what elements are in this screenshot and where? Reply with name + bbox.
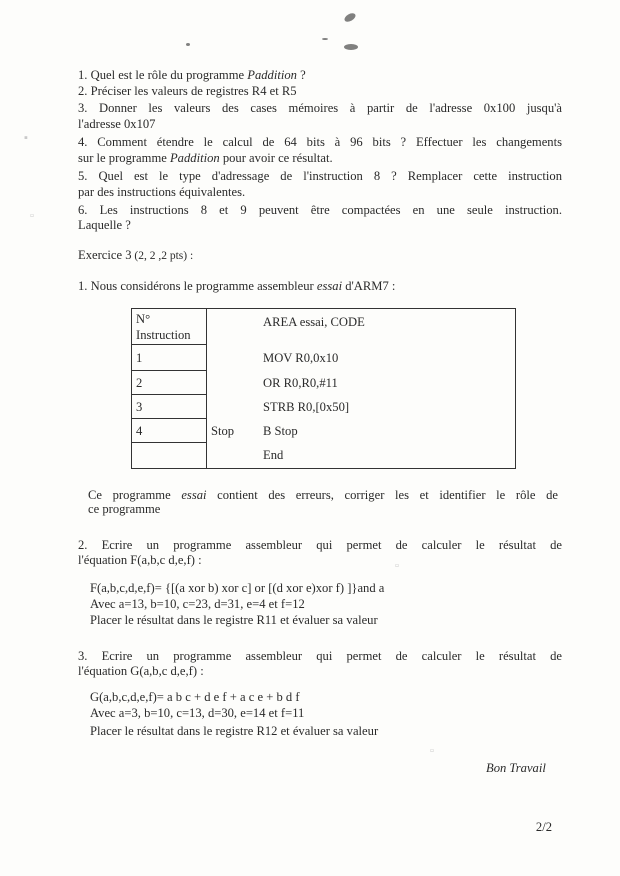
scan-mark-top (343, 11, 357, 23)
exercise-3-q3-line2: l'équation G(a,b,c d,e,f) : (78, 664, 204, 678)
table-row (132, 345, 516, 371)
table-cell-label: Stop (211, 423, 235, 438)
exercise-3-q1-task-line2: ce programme (88, 502, 161, 516)
table-cell-number: 2 (132, 371, 207, 395)
question-6-line1: 6. Les instructions 8 et 9 peuvent être compactées en une seule instruction. (78, 203, 562, 217)
question-6-line2: Laquelle ? (78, 218, 131, 232)
exercise-3-q1-task-line1: Ce programme essai contient des erreurs, corriger les et identifier le rôle de (88, 488, 559, 502)
question-4-line2: sur le programme Paddition pour avoir ce résultat. (78, 151, 333, 165)
table-cell-code: MOV R0,0x10 (263, 350, 339, 365)
question-5-line2: par des instructions équivalentes. (78, 185, 246, 199)
table-header-row (132, 309, 516, 345)
exercise-3-q2-line2: l'équation F(a,b,c d,e,f) : (78, 553, 202, 567)
table-cell-number: 4 (132, 419, 207, 443)
table-header-number: N° Instruction (132, 309, 207, 345)
table-cell-label (207, 371, 260, 395)
question-1: 1. Quel est le rôle du programme Paddition ? (78, 68, 306, 82)
exercise-3-q2-line1: 2. Ecrire un programme assembleur qui permet de calculer le résultat de (78, 538, 562, 552)
table-cell-code: B Stop (263, 423, 298, 438)
table-cell-number: 3 (132, 395, 207, 419)
scan-mark-dash (322, 38, 328, 40)
equation-g-instruction: Placer le résultat dans le registre R12 et évaluer sa valeur (90, 724, 379, 738)
exercise-3-heading: Exercice 3 (2, 2 ,2 pts) : (78, 248, 194, 262)
equation-f-values: Avec a=13, b=10, c=23, d=31, e=4 et f=12 (90, 597, 305, 611)
table-row (132, 443, 516, 469)
exercise-3-q3-line1: 3. Ecrire un programme assembleur qui permet de calculer le résultat de (78, 649, 562, 663)
bleed-through-mark: ▫ (395, 560, 399, 572)
table-row (132, 371, 516, 395)
question-4-line1: 4. Comment étendre le calcul de 64 bits à 96 bits ? Effectuer les changements (78, 135, 562, 149)
table-cell-label (207, 443, 260, 469)
bleed-through-mark: ▪ (24, 132, 28, 144)
question-3-line2: l'adresse 0x107 (78, 117, 156, 131)
scan-mark-dot (186, 43, 190, 46)
equation-g: G(a,b,c,d,e,f)= a b c + d e f + a c e + b d f (90, 690, 300, 704)
scan-mark-right (344, 44, 358, 50)
table-cell-code: STRB R0,[0x50] (263, 399, 350, 414)
equation-g-values: Avec a=3, b=10, c=13, d=30, e=14 et f=11 (90, 706, 305, 720)
table-label-cell (207, 309, 260, 345)
table-row (132, 395, 516, 419)
table-header-code: AREA essai, CODE (263, 315, 365, 329)
table-cell-label (207, 395, 260, 419)
table-cell-number (132, 443, 207, 469)
bleed-through-mark: ▫ (30, 210, 34, 222)
question-5-line1: 5. Quel est le type d'adressage de l'instruction 8 ? Remplacer cette instruction (78, 169, 562, 183)
equation-f: F(a,b,c,d,e,f)= {[(a xor b) xor c] or [(d xor e)xor f) ]}and a (90, 581, 385, 595)
table-cell-code: OR R0,R0,#11 (263, 375, 338, 390)
closing-signoff: Bon Travail (486, 761, 546, 775)
equation-f-instruction: Placer le résultat dans le registre R11 et évaluer sa valeur (90, 613, 378, 627)
bleed-through-mark: ▫ (430, 745, 434, 757)
question-2: 2. Préciser les valeurs de registres R4 et R5 (78, 84, 297, 98)
page-number: 2/2 (535, 820, 552, 834)
table-cell-number: 1 (132, 345, 207, 371)
question-3-line1: 3. Donner les valeurs des cases mémoires à partir de l'adresse 0x100 jusqu'à (78, 101, 562, 115)
program-table (131, 308, 516, 469)
table-cell-code: End (263, 448, 284, 463)
table-cell-label (207, 345, 260, 371)
exercise-3-q1-intro: 1. Nous considérons le programme assembleur essai d'ARM7 : (78, 279, 396, 293)
table-row (132, 419, 516, 443)
